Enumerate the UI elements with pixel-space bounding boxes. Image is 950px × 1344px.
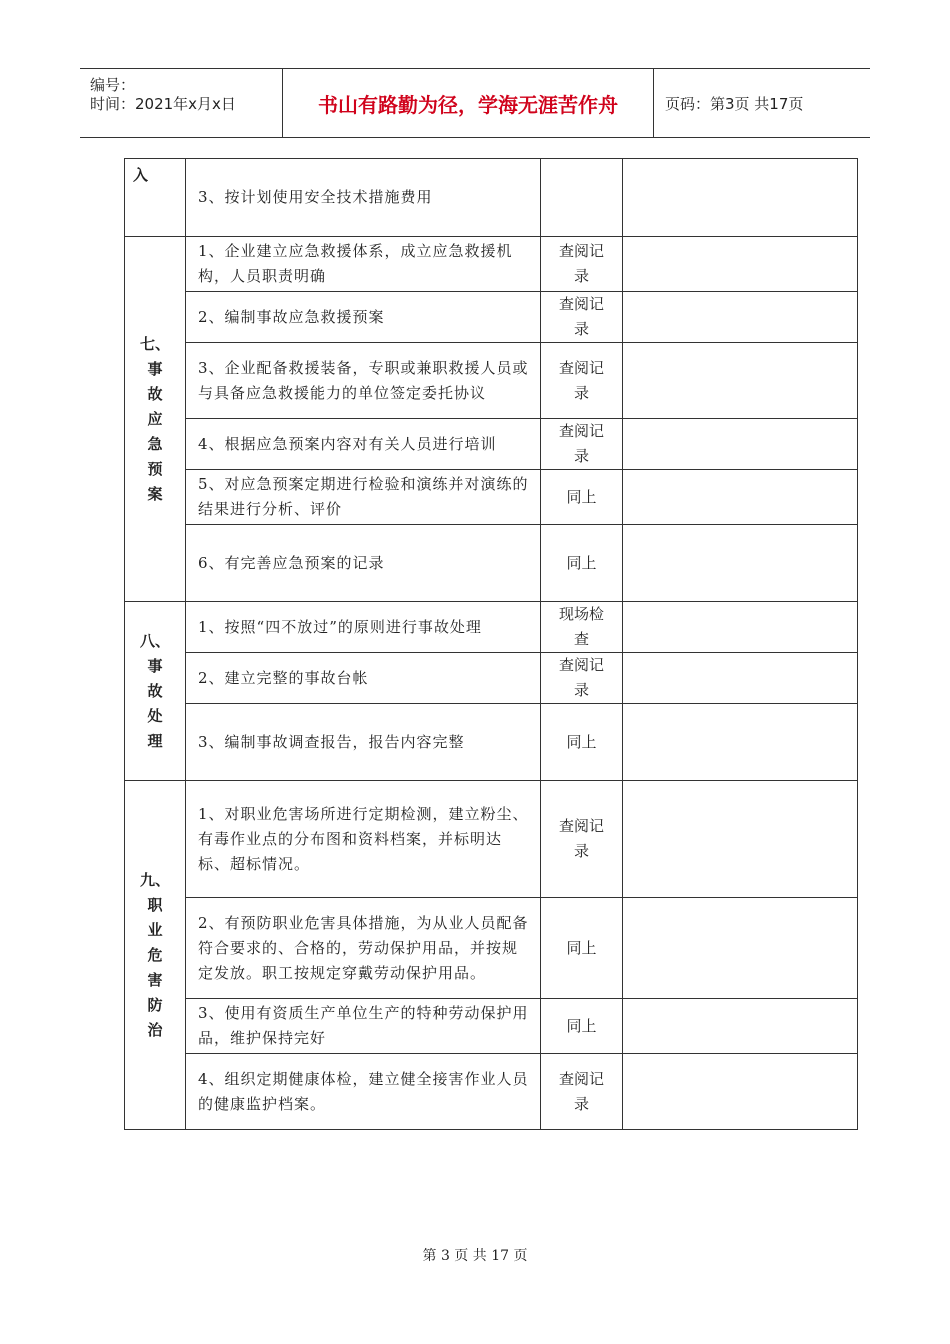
item-text: 1、对职业危害场所进行定期检测，建立粉尘、有毒作业点的分布图和资料档案，并标明达标、超标情况。 [186, 781, 541, 898]
result-cell [623, 470, 858, 525]
result-cell [623, 704, 858, 781]
doc-number-label: 编号： [90, 76, 136, 94]
table-row [125, 343, 858, 419]
section-title [125, 237, 186, 602]
result-cell [623, 1054, 858, 1130]
section-title-char: 急 [147, 434, 163, 453]
page-header [80, 68, 870, 138]
result-cell [623, 781, 858, 898]
item-text: 3、企业配备救援装备，专职或兼职救援人员或与具备应急救援能力的单位签定委托协议 [186, 343, 541, 419]
page-footer: 第 3 页 共 17 页 [422, 1248, 528, 1264]
section-title-char: 入 [133, 166, 149, 184]
table-row [125, 470, 858, 525]
result-cell [623, 292, 858, 343]
result-cell [623, 653, 858, 704]
header-meta [80, 69, 283, 137]
check-method: 查阅记录 [541, 237, 623, 292]
header-motto: 书山有路勤为径，学海无涯苦作舟 [283, 69, 654, 137]
section-title-char: 九、 [139, 870, 170, 889]
table-row [125, 292, 858, 343]
section-title-char: 七、 [139, 334, 170, 353]
check-method: 查阅记录 [541, 1054, 623, 1130]
section-title [125, 602, 186, 781]
result-cell [623, 898, 858, 999]
table-row [125, 1054, 858, 1130]
section-title [125, 159, 186, 237]
table-row [125, 237, 858, 292]
check-method: 现场检查 [541, 602, 623, 653]
section-title-char: 危 [147, 945, 163, 964]
header-page-info: 页码：第3页 共17页 [665, 94, 804, 113]
section-title-char: 处 [147, 706, 163, 725]
section-title-char: 理 [147, 731, 163, 750]
item-text: 4、组织定期健康体检，建立健全接害作业人员的健康监护档案。 [186, 1054, 541, 1130]
table-row [125, 704, 858, 781]
item-text: 1、企业建立应急救援体系，成立应急救援机构，人员职责明确 [186, 237, 541, 292]
section-title-char: 治 [147, 1020, 163, 1039]
section-title-char: 故 [147, 384, 163, 403]
table-row [125, 419, 858, 470]
item-text: 3、编制事故调查报告，报告内容完整 [186, 704, 541, 781]
table-row [125, 898, 858, 999]
result-cell [623, 159, 858, 237]
result-cell [623, 343, 858, 419]
item-text: 1、按照“四不放过”的原则进行事故处理 [186, 602, 541, 653]
check-method: 查阅记录 [541, 419, 623, 470]
item-text: 4、根据应急预案内容对有关人员进行培训 [186, 419, 541, 470]
table-row [125, 653, 858, 704]
check-method: 同上 [541, 470, 623, 525]
check-method: 同上 [541, 525, 623, 602]
table-row [125, 159, 858, 237]
item-text: 2、有预防职业危害具体措施，为从业人员配备符合要求的、合格的，劳动保护用品，并按规定发放。职工按规定穿戴劳动保护用品。 [186, 898, 541, 999]
item-text: 5、对应急预案定期进行检验和演练并对演练的结果进行分析、评价 [186, 470, 541, 525]
item-text: 3、按计划使用安全技术措施费用 [186, 159, 541, 237]
check-method: 同上 [541, 704, 623, 781]
item-text: 2、编制事故应急救援预案 [186, 292, 541, 343]
check-method [541, 159, 623, 237]
result-cell [623, 602, 858, 653]
result-cell [623, 419, 858, 470]
check-method: 查阅记录 [541, 781, 623, 898]
table-row [125, 999, 858, 1054]
section-title-char: 案 [147, 484, 163, 503]
table-row [125, 525, 858, 602]
section-title [125, 781, 186, 1130]
item-text: 6、有完善应急预案的记录 [186, 525, 541, 602]
check-method: 查阅记录 [541, 292, 623, 343]
item-text: 2、建立完整的事故台帐 [186, 653, 541, 704]
section-title-char: 故 [147, 681, 163, 700]
section-title-char: 业 [147, 920, 163, 939]
result-cell [623, 525, 858, 602]
section-title-char: 事 [147, 359, 163, 378]
table-row [125, 781, 858, 898]
result-cell [623, 999, 858, 1054]
table-row [125, 602, 858, 653]
section-title-char: 职 [147, 895, 163, 914]
result-cell [623, 237, 858, 292]
item-text: 3、使用有资质生产单位生产的特种劳动保护用品，维护保持完好 [186, 999, 541, 1054]
check-method: 查阅记录 [541, 653, 623, 704]
check-method: 同上 [541, 898, 623, 999]
section-title-char: 预 [147, 459, 163, 478]
check-method: 查阅记录 [541, 343, 623, 419]
section-title-char: 防 [147, 995, 163, 1014]
section-title-char: 害 [147, 970, 163, 989]
section-title-char: 应 [147, 409, 163, 428]
checklist-table [124, 158, 858, 1130]
check-method: 同上 [541, 999, 623, 1054]
section-title-char: 八、 [139, 631, 170, 650]
section-title-char: 事 [147, 656, 163, 675]
doc-time-label: 时间：2021年x月x日 [90, 95, 236, 113]
